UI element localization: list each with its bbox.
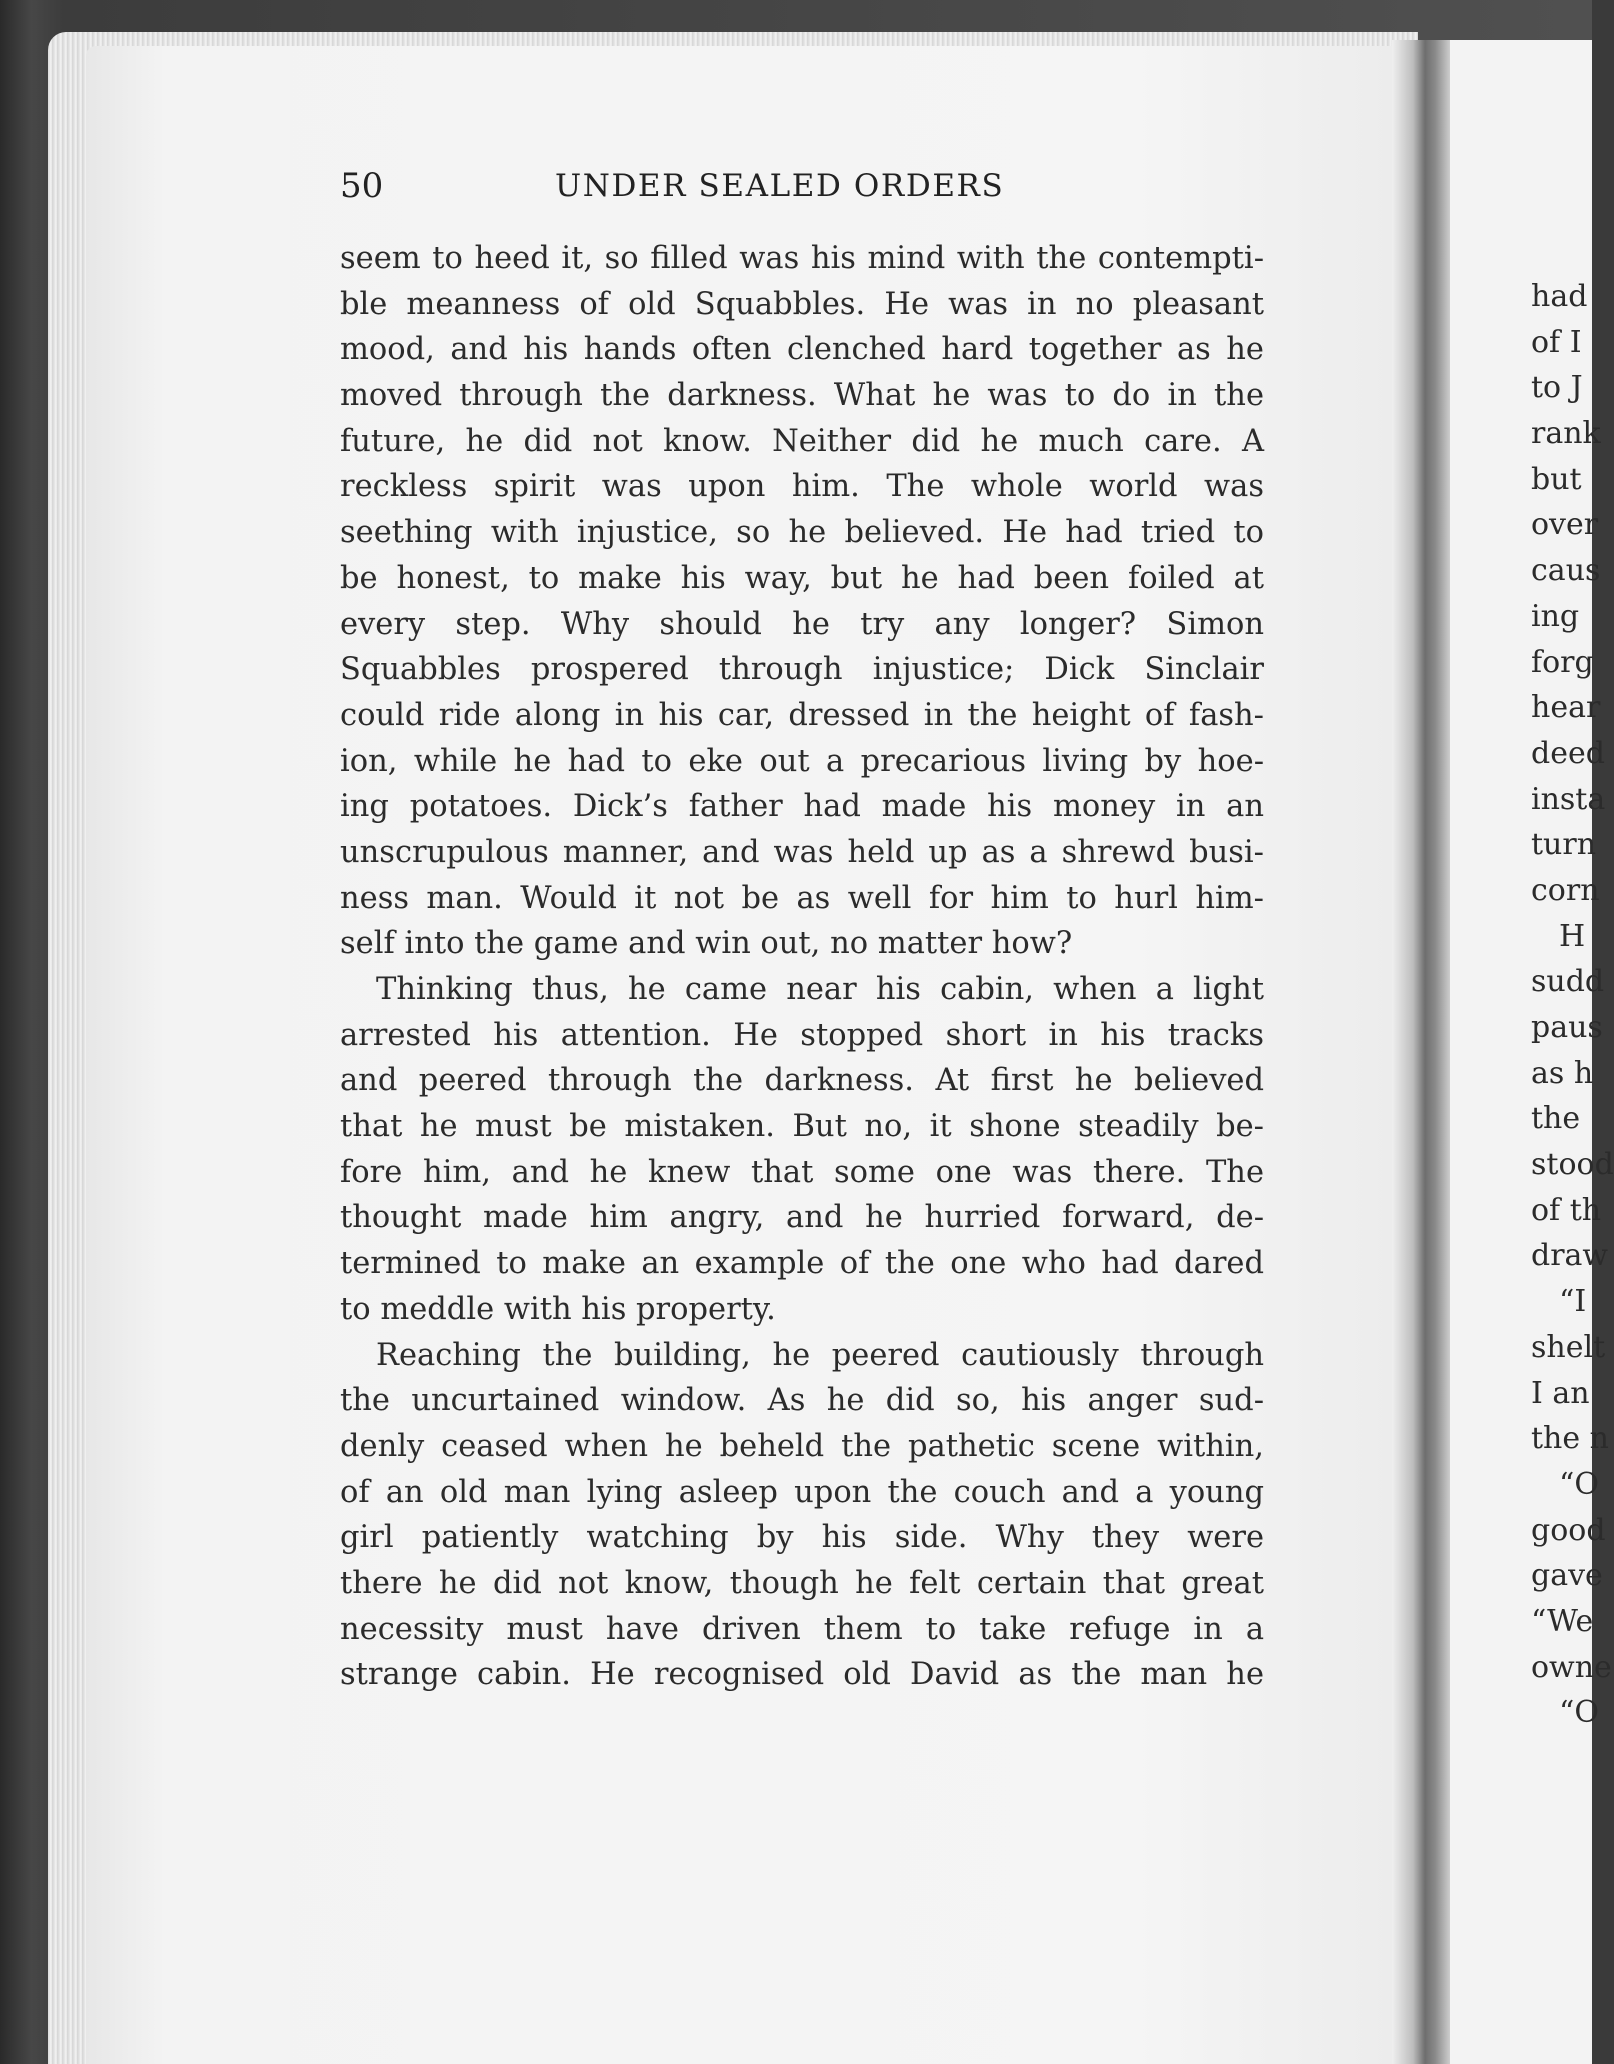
- text-line: could ride along in his car, dressed in the height of fash-: [340, 697, 1264, 733]
- text-line: reckless spirit was upon him. The whole world was: [340, 469, 1264, 505]
- text-line: girl patiently watching by his side. Why they were: [340, 1520, 1264, 1556]
- text-line: there he did not know, though he felt certain that great: [340, 1565, 1264, 1601]
- facing-line: ing: [1531, 598, 1580, 634]
- facing-line: as h: [1531, 1055, 1594, 1091]
- facing-line: caus: [1531, 553, 1601, 589]
- facing-line: corn: [1531, 872, 1600, 908]
- facing-line: deed: [1531, 735, 1605, 771]
- text-line: denly ceased when he beheld the pathetic scene within,: [340, 1428, 1264, 1464]
- text-line: ion, while he had to eke out a precarious living by hoe-: [340, 743, 1264, 779]
- facing-line: “I: [1559, 1284, 1587, 1320]
- facing-line: rank: [1531, 416, 1601, 452]
- text-line: strange cabin. He recognised old David as the man he: [340, 1657, 1264, 1693]
- facing-line: the: [1531, 1101, 1581, 1137]
- facing-line: had: [1531, 279, 1588, 314]
- text-line: every step. Why should he try any longer? Simon: [340, 606, 1264, 642]
- text-line: arrested his attention. He stopped short in his tracks: [340, 1017, 1264, 1053]
- text-line: moved through the darkness. What he was to do in the: [340, 378, 1264, 414]
- book-gutter: [1392, 40, 1452, 2064]
- facing-line: owne: [1531, 1649, 1612, 1685]
- text-line: ing potatoes. Dick’s father had made his money in an: [340, 789, 1264, 825]
- text-line: seem to heed it, so filled was his mind with the contempti-: [340, 241, 1264, 276]
- text-line: mood, and his hands often clenched hard together as he: [340, 332, 1264, 368]
- facing-line: sudd: [1531, 964, 1605, 1000]
- facing-line: good: [1531, 1512, 1606, 1548]
- text-line: be honest, to make his way, but he had been foiled at: [340, 560, 1264, 596]
- text-line: thought made him angry, and he hurried forward, de-: [340, 1200, 1264, 1236]
- text-line: and peered through the darkness. At first he believed: [340, 1063, 1264, 1099]
- text-line: necessity must have driven them to take refuge in a: [340, 1611, 1264, 1647]
- text-line: Reaching the building, he peered cautiously through: [376, 1337, 1264, 1373]
- text-line: that he must be mistaken. But no, it shone steadily be-: [340, 1109, 1264, 1145]
- facing-line: the n: [1531, 1421, 1609, 1457]
- facing-page-text: [1531, 274, 1614, 1736]
- text-line: of an old man lying asleep upon the couch and a young: [340, 1474, 1264, 1510]
- text-line: the uncurtained window. As he did so, his anger sud-: [340, 1383, 1264, 1419]
- facing-line: to J: [1531, 370, 1583, 406]
- facing-line: shelt: [1531, 1329, 1606, 1365]
- facing-line: but: [1531, 461, 1582, 497]
- text-line: ble meanness of old Squabbles. He was in no pleasant: [340, 286, 1264, 322]
- running-title: UNDER SEALED ORDERS: [555, 168, 1005, 204]
- facing-line: “O: [1559, 1466, 1599, 1502]
- page-header: [340, 160, 1260, 212]
- facing-line: paus: [1531, 1010, 1603, 1045]
- facing-line: of th: [1531, 1192, 1602, 1228]
- text-line: future, he did not know. Neither did he much care. A: [340, 423, 1264, 459]
- facing-line: stood: [1531, 1147, 1614, 1183]
- facing-line: gave: [1531, 1558, 1603, 1594]
- page-number: 50: [340, 166, 384, 206]
- facing-line: hear: [1531, 690, 1601, 726]
- facing-line: I an: [1531, 1375, 1590, 1411]
- facing-line: of I: [1531, 324, 1582, 360]
- facing-line: over: [1531, 507, 1599, 543]
- facing-line: draw: [1531, 1238, 1609, 1274]
- text-line: Thinking thus, he came near his cabin, when a light: [376, 972, 1264, 1007]
- facing-line: forg: [1531, 644, 1594, 680]
- facing-line: “We: [1531, 1603, 1594, 1639]
- text-line: Squabbles prospered through injustice; Dick Sinclair: [340, 652, 1264, 688]
- text-line: fore him, and he knew that some one was there. The: [340, 1154, 1264, 1190]
- facing-line: insta: [1531, 781, 1606, 817]
- facing-line: H: [1559, 918, 1586, 954]
- text-line: termined to make an example of the one who had dared: [340, 1246, 1264, 1282]
- text-line: seething with injustice, so he believed. He had tried to: [340, 515, 1264, 551]
- facing-line: “O: [1559, 1695, 1599, 1731]
- text-line: unscrupulous manner, and was held up as a shrewd busi-: [340, 834, 1264, 870]
- facing-line: turn: [1531, 827, 1597, 863]
- text-line: self into the game and win out, no matter how?: [340, 926, 1073, 962]
- body-text: [340, 236, 1264, 1698]
- text-line: ness man. Would it not be as well for him to hurl him-: [340, 880, 1264, 916]
- text-line: to meddle with his property.: [340, 1291, 776, 1327]
